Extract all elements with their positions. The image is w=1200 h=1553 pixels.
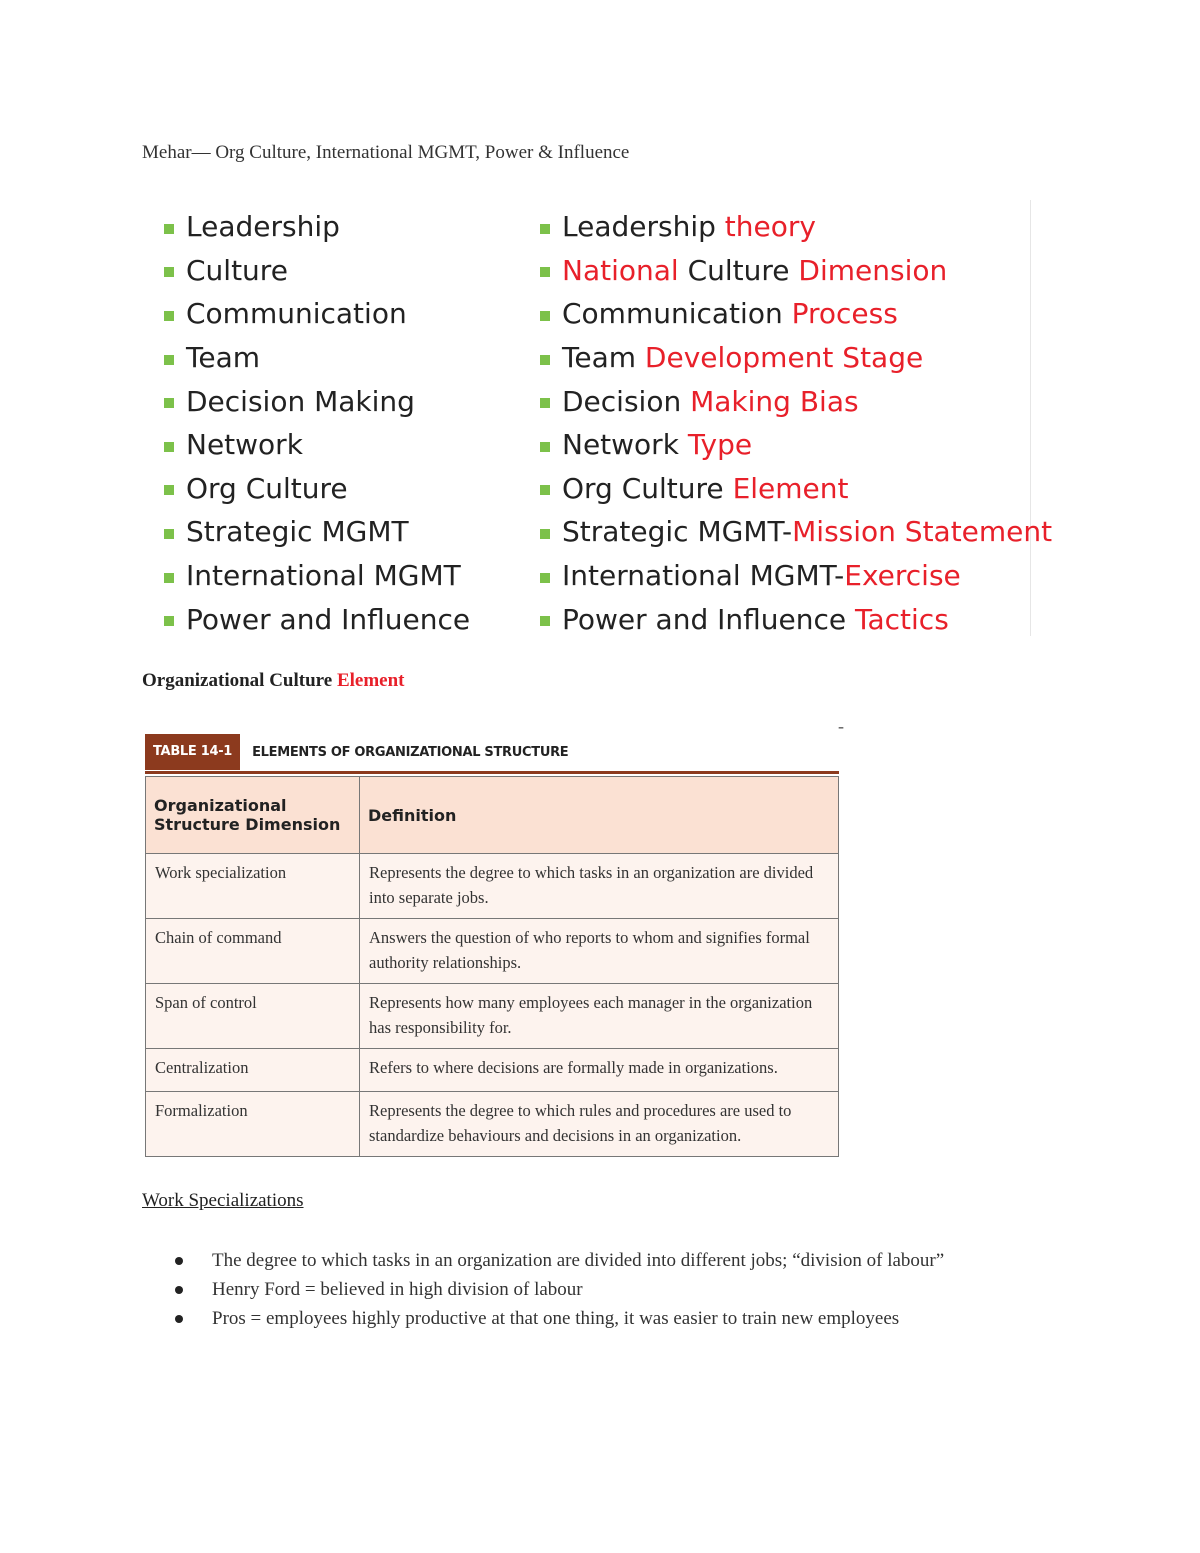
bullet-dot-icon xyxy=(175,1257,183,1265)
topic-item: National Culture Dimension xyxy=(540,249,1052,293)
table-label: TABLE 14-1 xyxy=(145,734,240,770)
list-item: Pros = employees highly productive at that one thing, it was easier to train new employees xyxy=(175,1304,944,1333)
bullet-dot-icon xyxy=(175,1286,183,1294)
square-bullet-icon xyxy=(540,485,550,495)
topic-item: Decision Making xyxy=(164,379,470,423)
topic-item: International MGMT xyxy=(164,554,470,598)
topic-item: Strategic MGMT xyxy=(164,510,470,554)
square-bullet-icon xyxy=(540,529,550,539)
definition-cell: Represents the degree to which tasks in an organization are divided into separate jobs. xyxy=(360,854,839,919)
dimension-cell: Span of control xyxy=(146,984,360,1049)
square-bullet-icon xyxy=(540,311,550,321)
topic-item: Team Development Stage xyxy=(540,336,1052,380)
dimension-cell: Work specialization xyxy=(146,854,360,919)
structure-table xyxy=(145,776,839,1157)
topics-image xyxy=(150,200,1053,636)
table-row xyxy=(146,919,839,984)
topic-item: Power and Influence Tactics xyxy=(540,597,1052,641)
topics-left-column xyxy=(164,205,470,641)
elements-table xyxy=(145,733,839,1157)
square-bullet-icon xyxy=(164,355,174,365)
topic-item: Power and Influence xyxy=(164,597,470,641)
definition-cell: Refers to where decisions are formally made in organizations. xyxy=(360,1049,839,1092)
bullet-dot-icon xyxy=(175,1315,183,1323)
table-header-row xyxy=(146,777,839,854)
topic-item: Network xyxy=(164,423,470,467)
topic-item: Strategic MGMT- Mission Statement xyxy=(540,510,1052,554)
work-spec-heading: Work Specializations xyxy=(142,1190,304,1211)
dash-mark: - xyxy=(838,716,844,736)
dimension-cell: Chain of command xyxy=(146,919,360,984)
topic-item: Decision Making Bias xyxy=(540,379,1052,423)
list-item: Henry Ford = believed in high division of labour xyxy=(175,1275,944,1304)
square-bullet-icon xyxy=(164,485,174,495)
square-bullet-icon xyxy=(164,398,174,408)
square-bullet-icon xyxy=(164,616,174,626)
definition-cell: Answers the question of who reports to whom and signifies formal authority relationships. xyxy=(360,919,839,984)
topic-item: Leadership theory xyxy=(540,205,1052,249)
header-definition: Definition xyxy=(360,777,839,854)
square-bullet-icon xyxy=(540,442,550,452)
notes-list xyxy=(175,1246,944,1333)
section-heading: Organizational Culture Element xyxy=(142,670,405,691)
definition-cell: Represents how many employees each manager in the organization has responsibility for. xyxy=(360,984,839,1049)
dimension-cell: Formalization xyxy=(146,1092,360,1157)
square-bullet-icon xyxy=(164,267,174,277)
document-title: Mehar— Org Culture, International MGMT, Power & Influence xyxy=(142,142,630,163)
definition-cell: Represents the degree to which rules and procedures are used to standardize behaviours and decisions in an organization. xyxy=(360,1092,839,1157)
topics-right-column xyxy=(540,205,1052,641)
square-bullet-icon xyxy=(164,442,174,452)
topic-item: Communication xyxy=(164,292,470,336)
topic-item: Org Culture Element xyxy=(540,467,1052,511)
table-row xyxy=(146,854,839,919)
table-title: ELEMENTS OF ORGANIZATIONAL STRUCTURE xyxy=(252,744,569,760)
square-bullet-icon xyxy=(540,616,550,626)
square-bullet-icon xyxy=(540,573,550,583)
square-bullet-icon xyxy=(540,398,550,408)
table-row xyxy=(146,984,839,1049)
topic-item: Leadership xyxy=(164,205,470,249)
topic-item: Team xyxy=(164,336,470,380)
list-item: The degree to which tasks in an organization are divided into different jobs; “division of labour” xyxy=(175,1246,944,1275)
dimension-cell: Centralization xyxy=(146,1049,360,1092)
square-bullet-icon xyxy=(164,573,174,583)
table-caption xyxy=(145,733,839,774)
topic-item: Org Culture xyxy=(164,467,470,511)
square-bullet-icon xyxy=(164,224,174,234)
square-bullet-icon xyxy=(164,311,174,321)
header-dimension: Organizational Structure Dimension xyxy=(146,777,360,854)
topic-item: Communication Process xyxy=(540,292,1052,336)
square-bullet-icon xyxy=(540,267,550,277)
topic-item: Culture xyxy=(164,249,470,293)
table-row xyxy=(146,1092,839,1157)
square-bullet-icon xyxy=(164,529,174,539)
table-row xyxy=(146,1049,839,1092)
square-bullet-icon xyxy=(540,224,550,234)
topic-item: International MGMT- Exercise xyxy=(540,554,1052,598)
topic-item: Network Type xyxy=(540,423,1052,467)
square-bullet-icon xyxy=(540,355,550,365)
